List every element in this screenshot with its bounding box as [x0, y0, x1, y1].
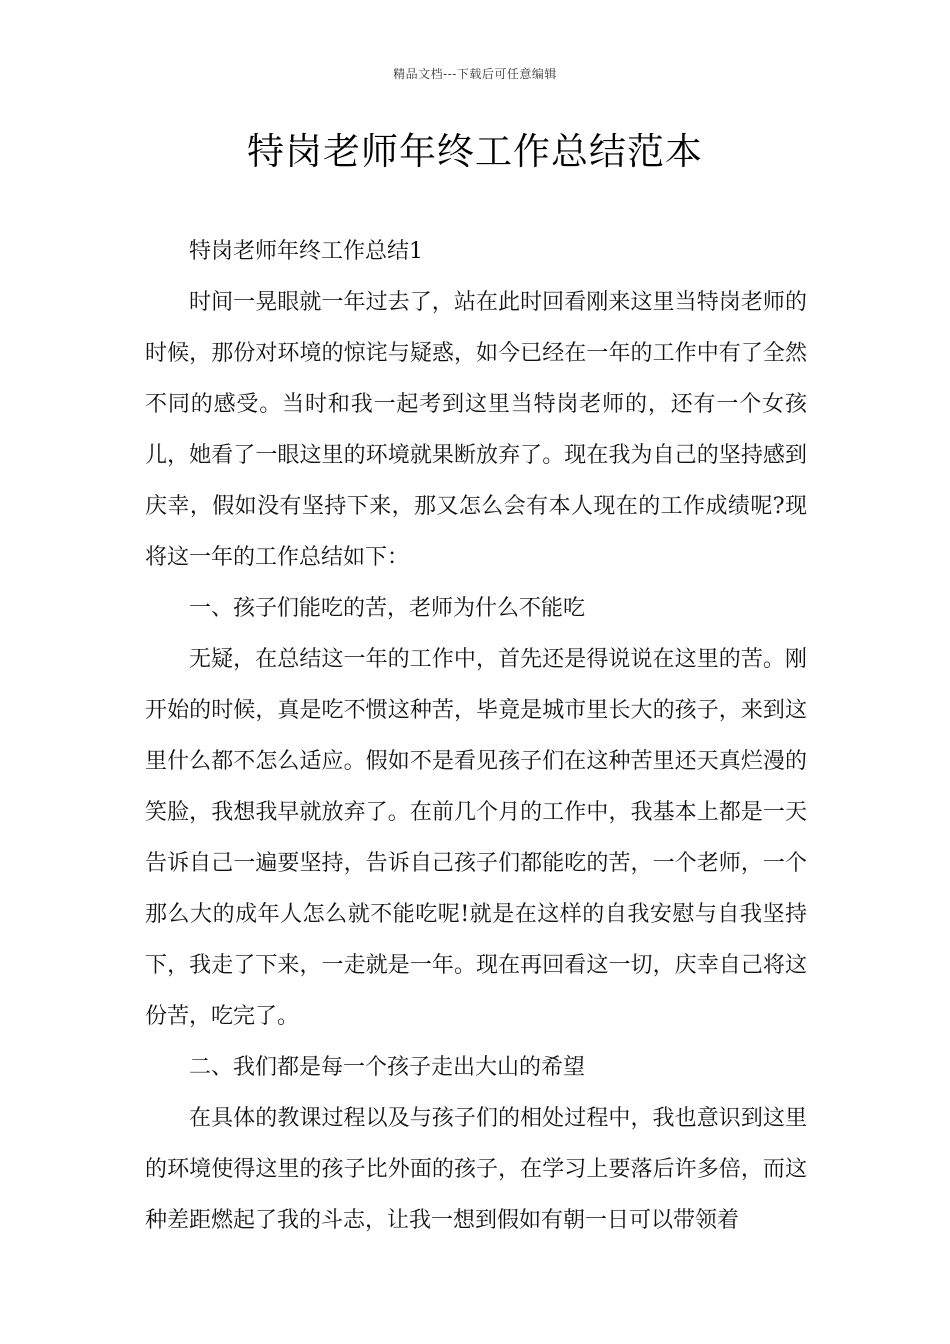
paragraph-hardship: 无疑，在总结这一年的工作中，首先还是得说说在这里的苦。刚开始的时候，真是吃不惯这种苦，毕竟是城市里长大的孩子，来到这里什么都不怎么适应。假如不是看见孩子们在这种苦里还天真烂漫的笑脸，我想我早就放弃了。在前几个月的工作中，我基本上都是一天告诉自己一遍要坚持，告诉自己孩子们都能吃的苦，一个老师，一个那么大的成年人怎么就不能吃呢!就是在这样的自我安慰与自我坚持下，我走了下来，一走就是一年。现在再回看这一切，庆幸自己将这份苦，吃完了。 [145, 647, 807, 1029]
section-heading-hope: 二、我们都是每一个孩子走出大山的希望 [189, 1055, 586, 1080]
paragraph-hope: 在具体的教课过程以及与孩子们的相处过程中，我也意识到这里的环境使得这里的孩子比外面的孩子，在学习上要落后许多倍，而这种差距燃起了我的斗志，让我一想到假如有朝一日可以带领着 [145, 1106, 807, 1233]
paragraph-intro: 时间一晃眼就一年过去了，站在此时回看刚来这里当特岗老师的时候，那份对环境的惊诧与疑惑，如今已经在一年的工作中有了全然不同的感受。当时和我一起考到这里当特岗老师的，还有一个女孩儿，她看了一眼这里的环境就果断放弃了。现在我为自己的坚持感到庆幸，假如没有坚持下来，那又怎么会有本人现在的工作成绩呢?现将这一年的工作总结如下： [145, 290, 807, 570]
document-title: 特岗老师年终工作总结范本 [247, 130, 703, 173]
header-note: 精品文档---下载后可任意编辑 [393, 67, 557, 81]
document-body [145, 226, 807, 1246]
section-heading-hardship: 一、孩子们能吃的苦，老师为什么不能吃 [189, 596, 586, 621]
section-heading-summary-1: 特岗老师年终工作总结1 [189, 239, 423, 264]
